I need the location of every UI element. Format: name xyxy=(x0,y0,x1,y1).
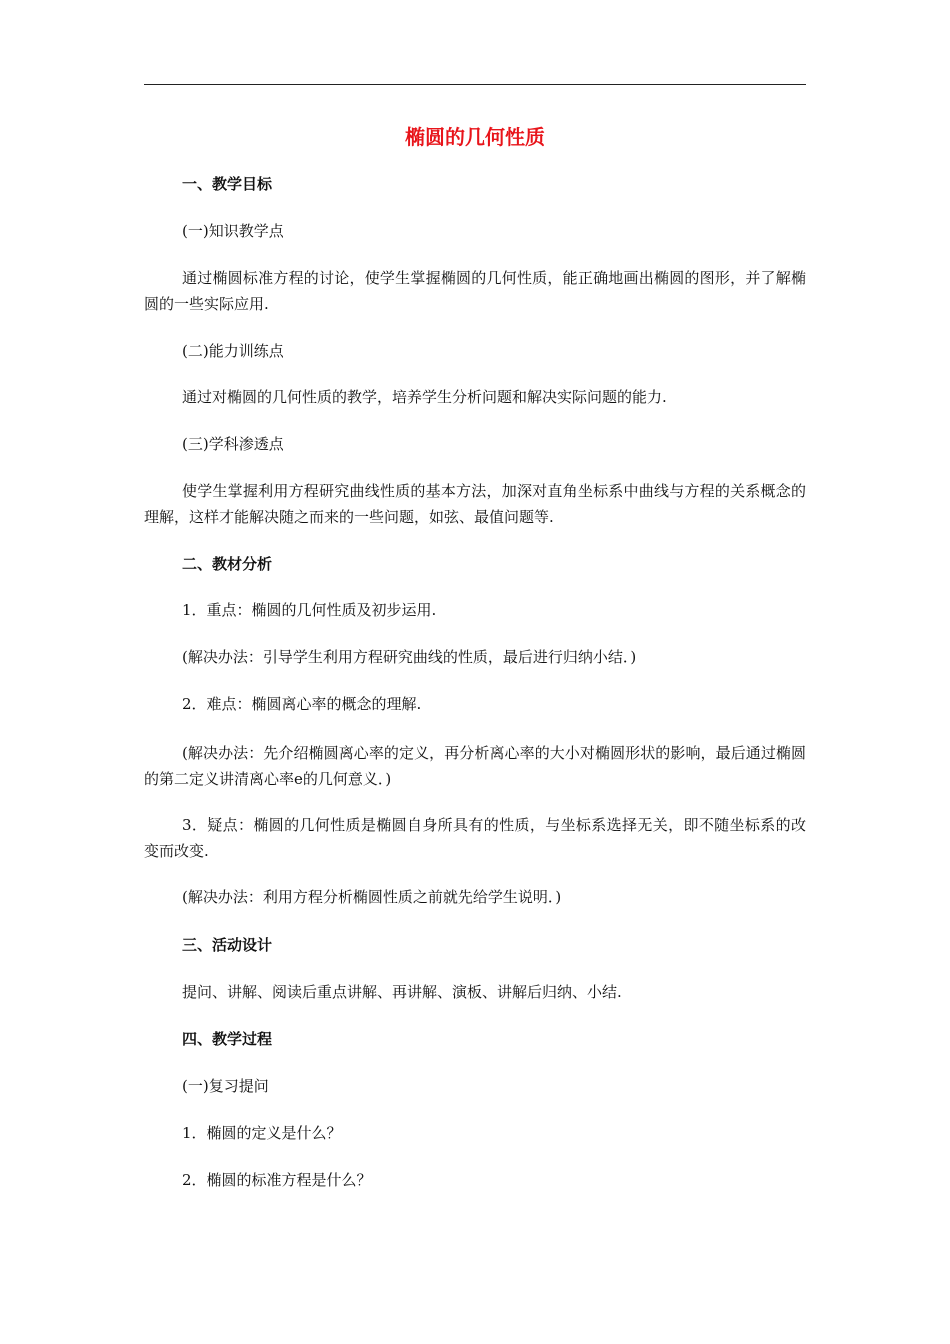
section-heading-process: 四、教学过程 xyxy=(182,1030,273,1048)
subheading-ability: (二)能力训练点 xyxy=(182,342,284,360)
paragraph-discipline: 使学生掌握利用方程研究曲线性质的基本方法，加深对直角坐标系中曲线与方程的关系概念的理解，这样才能解决随之而来的一些问题，如弦、最值问题等. xyxy=(144,482,806,526)
paragraph-activity: 提问、讲解、阅读后重点讲解、再讲解、演板、讲解后归纳、小结. xyxy=(182,983,622,1001)
list-item-key-point: 1．重点：椭圆的几何性质及初步运用. xyxy=(182,601,437,619)
list-item-doubt-method: (解决办法：利用方程分析椭圆性质之前就先给学生说明．) xyxy=(182,888,562,906)
subheading-discipline: (三)学科渗透点 xyxy=(182,435,284,453)
list-item-difficulty: 2．难点：椭圆离心率的概念的理解. xyxy=(182,695,422,713)
header-rule xyxy=(144,84,806,85)
paragraph-ability: 通过对椭圆的几何性质的教学，培养学生分析问题和解决实际问题的能力. xyxy=(182,388,667,406)
list-item-question-1: 1．椭圆的定义是什么？ xyxy=(182,1124,342,1142)
section-heading-activity: 三、活动设计 xyxy=(182,936,273,954)
subheading-review: (一)复习提问 xyxy=(182,1077,269,1095)
list-item-doubt: 3．疑点：椭圆的几何性质是椭圆自身所具有的性质，与坐标系选择无关，即不随坐标系的改变而改变. xyxy=(144,816,806,860)
section-heading-objectives: 一、教学目标 xyxy=(182,175,273,193)
list-item-difficulty-method: (解决办法：先介绍椭圆离心率的定义，再分析离心率的大小对椭圆形状的影响，最后通过椭圆的第二定义讲清离心率e的几何意义．) xyxy=(144,744,806,788)
list-item-question-2: 2．椭圆的标准方程是什么？ xyxy=(182,1171,372,1189)
paragraph-knowledge: 通过椭圆标准方程的讨论，使学生掌握椭圆的几何性质，能正确地画出椭圆的图形，并了解椭圆的一些实际应用. xyxy=(144,269,806,313)
list-item-key-point-method: (解决办法：引导学生利用方程研究曲线的性质，最后进行归纳小结．) xyxy=(182,648,637,666)
subheading-knowledge: (一)知识教学点 xyxy=(182,222,284,240)
page-title: 椭圆的几何性质 xyxy=(405,125,545,149)
section-heading-analysis: 二、教材分析 xyxy=(182,555,273,573)
